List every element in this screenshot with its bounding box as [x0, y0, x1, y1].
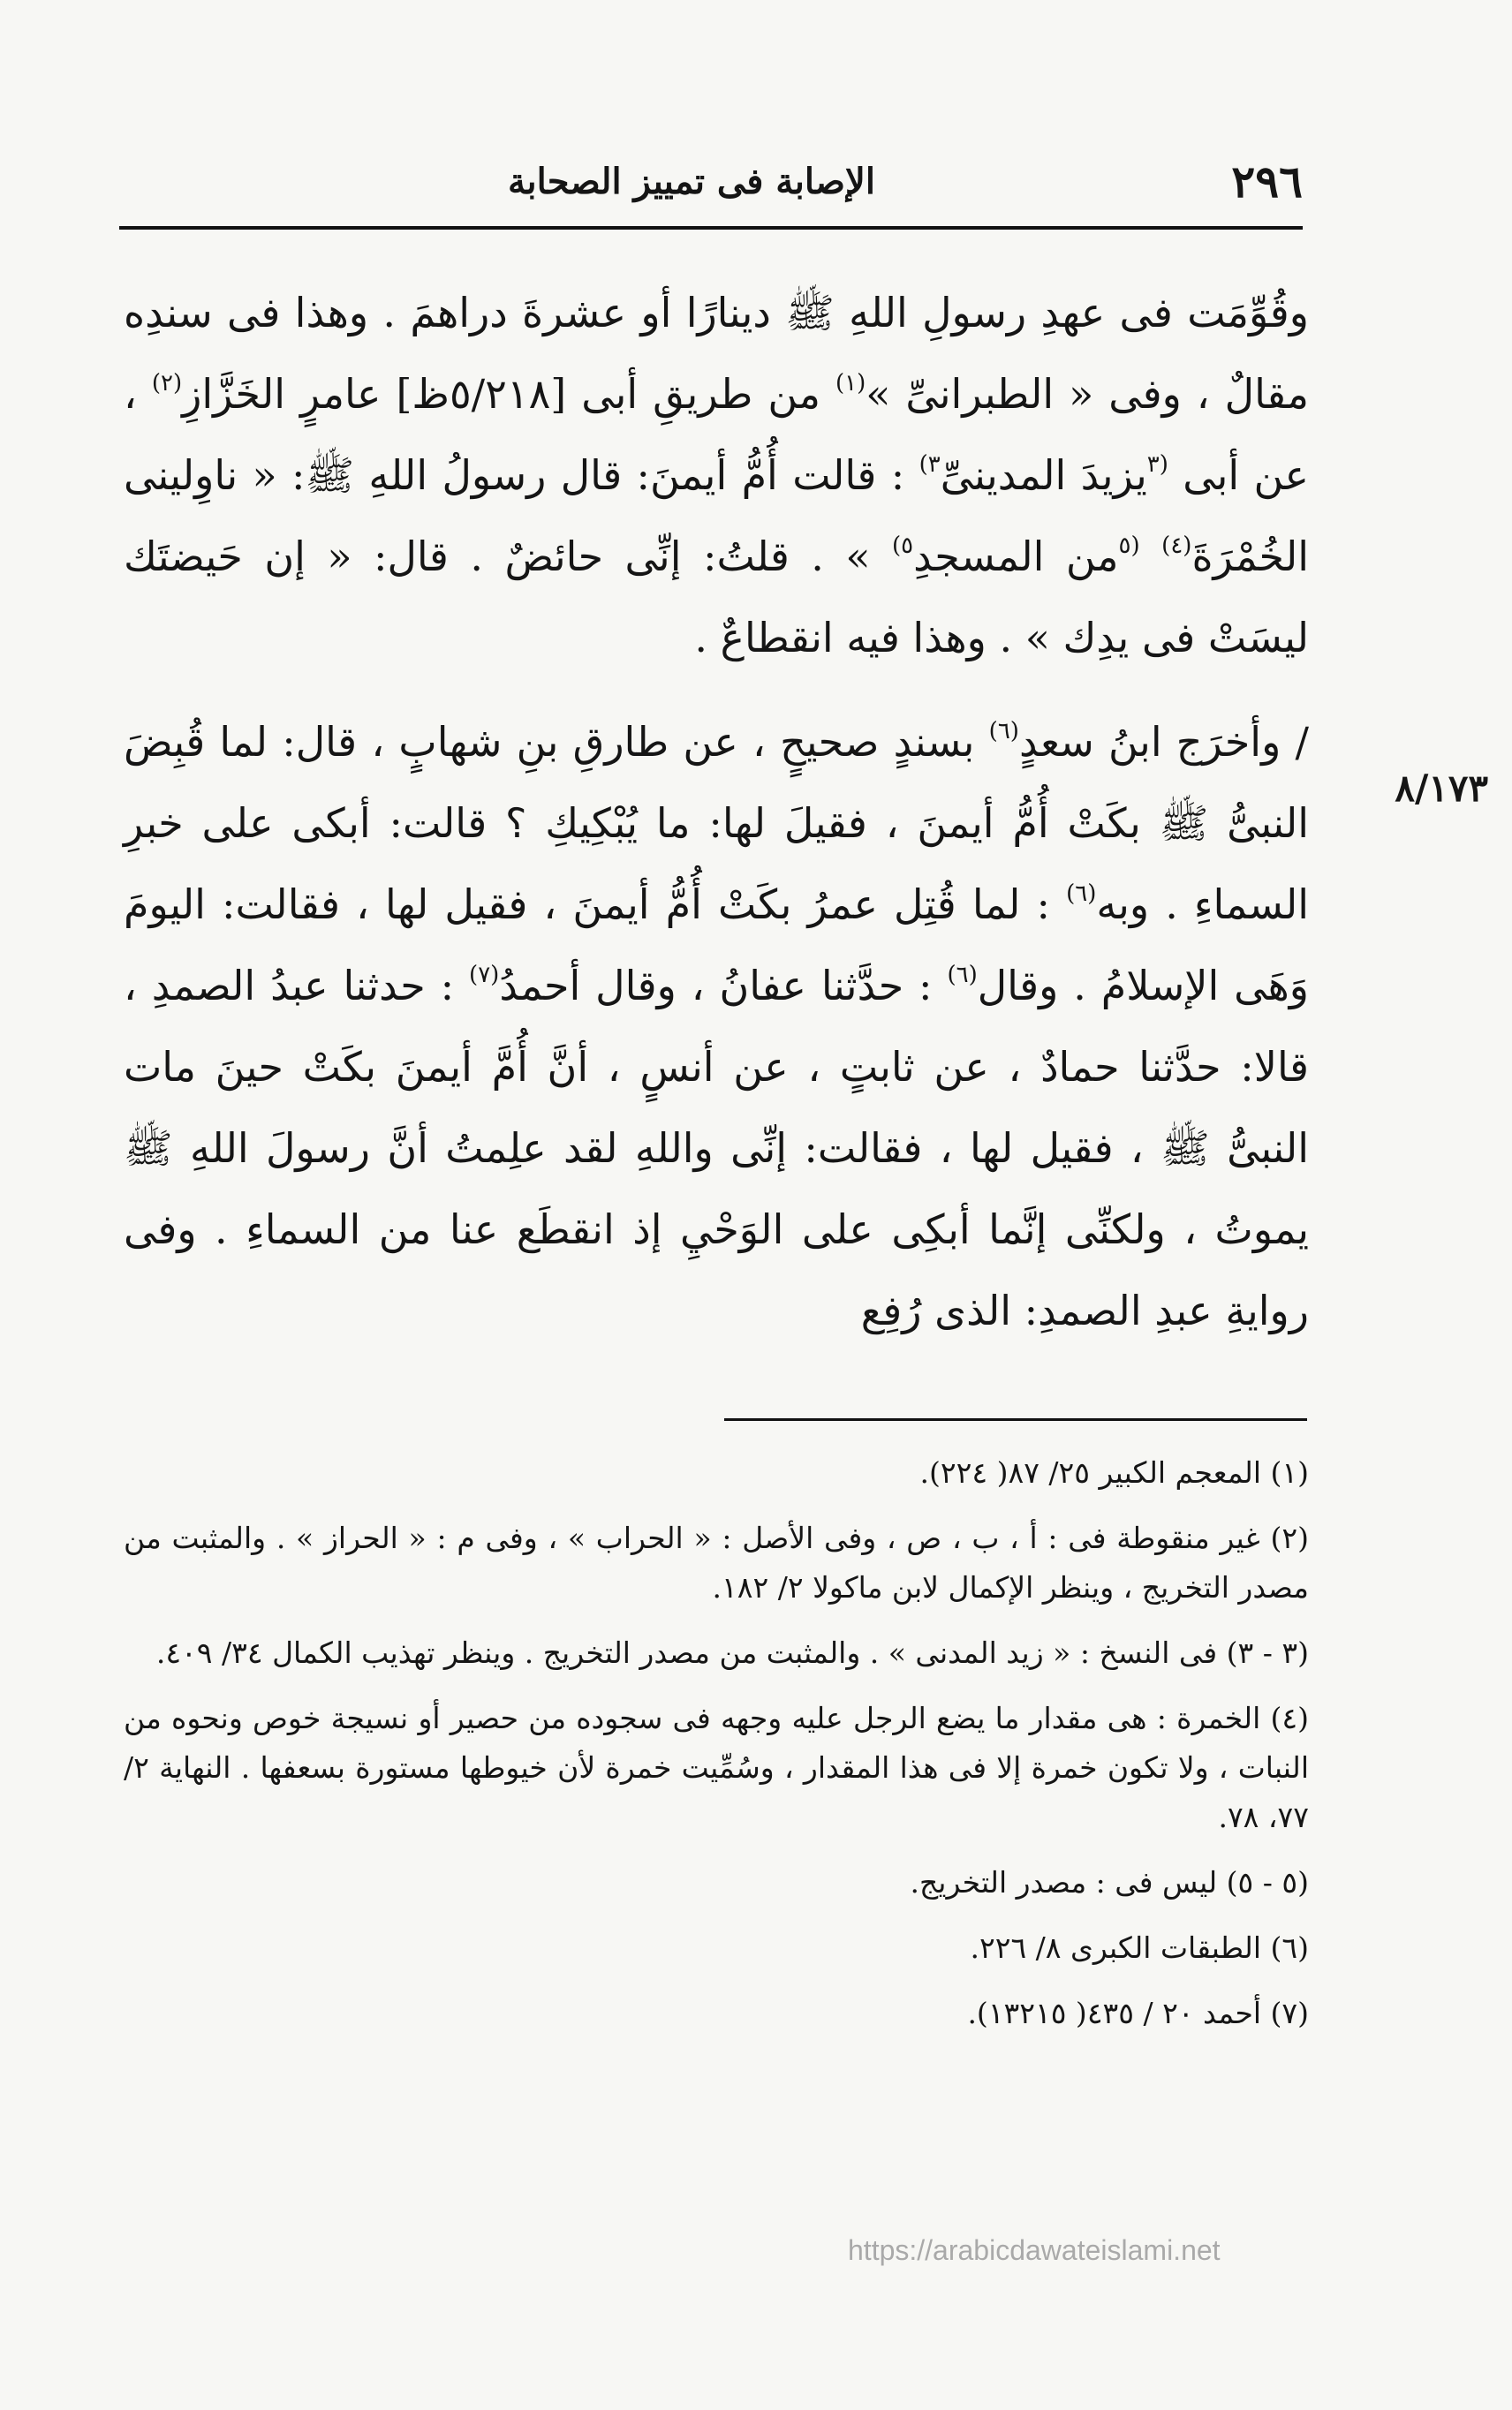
footnote-marker-7: (٧): [469, 962, 500, 988]
footnote-3: (٣ - ٣) فى النسخ : « زيد المدنى » . والمثبت من مصدر التخريج . وينظر تهذيب الكمال ٣٤/ ٤٠٩.: [155, 1636, 1309, 1670]
p1-text-c: ، عن أبى: [124, 370, 1309, 499]
footnote-7: (٧) أحمد ٢٠ / ٤٣٥( ١٣٢١٥).: [967, 1996, 1309, 2030]
footnote-1: (١) المعجم الكبير ٢٥/ ٨٧( ٢٢٤).: [919, 1455, 1309, 1490]
footnote-marker-6a: (٦): [988, 718, 1019, 744]
footnote-marker-6b: (٦): [1066, 880, 1097, 907]
footnote-6: (٦) الطبقات الكبرى ٨/ ٢٢٦.: [970, 1930, 1309, 1965]
footnote-4: (٤) الخمرة : هى مقدار ما يضع الرجل عليه وجهه فى سجوده من حصير أو نسيجة خوص ونحوه من النبات ، ولا تكون خمرة إلا فى هذا المقدار ، وسُمِّيت خمرة لأن خيوطها مستورة بسعفها . النهاية ٢/ ٧٧، ٧٨.: [124, 1701, 1309, 1834]
p1-text-h: » . قلتُ: إنِّى حائضٌ . قال: « إن حَيضتَك ليسَتْ فى يدِك » . وهذا فيه انقطاعٌ .: [124, 533, 1309, 661]
p1-text-b: من طريقِ أبى [٥/٢١٨ظ] عامرٍ الخَزَّازِ: [182, 370, 835, 418]
footnote-marker-3-open: (٣: [1146, 451, 1168, 478]
footnote-marker-1: (١): [835, 370, 866, 397]
page-number: ٢٩٦: [1231, 155, 1303, 208]
footnotes: [124, 1448, 1309, 2054]
footnote-marker-4: (٤): [1161, 533, 1192, 559]
p1-text-f: [1140, 533, 1161, 580]
footnote-marker-3-close: ٣): [919, 451, 941, 478]
header-rule: [119, 226, 1303, 230]
paragraph-2: [124, 701, 1309, 1351]
p2-text-a: / وأخرَج ابنُ سعدٍ: [1018, 718, 1309, 766]
p2-text-d: : حدَّثنا عفانُ ، وقال أحمدُ: [499, 962, 948, 1009]
paragraph-1: [124, 272, 1309, 678]
footnote-marker-2: (٢): [151, 370, 183, 397]
marginal-reference: ٨/١٧٣: [1395, 767, 1488, 810]
footnote-5: (٥ - ٥) ليس فى : مصدر التخريج.: [910, 1865, 1309, 1900]
p1-text-e: : قالت أُمُّ أيمنَ: قال رسولُ اللهِ ﷺ: « ناوِلينى الخُمْرَةَ: [124, 451, 1310, 580]
footnote-2: (٢) غير منقوطة فى : أ ، ب ، ص ، وفى الأصل : « الحراب » ، وفى م : « الحراز » . والمثبت من مصدر التخريج ، وينظر الإكمال لابن ماكولا ٢/ ١٨٢.: [124, 1521, 1309, 1605]
footnote-rule: [724, 1418, 1307, 1421]
main-text: [124, 272, 1309, 1351]
footnote-marker-6c: (٦): [947, 962, 978, 988]
p1-text-a: وقُوِّمَت فى عهدِ رسولِ اللهِ ﷺ دينارًا أو عشرةَ دراهمَ . وهذا فى سندِه مقالٌ ، وفى « الطبرانىِّ »: [124, 289, 1309, 418]
footnote-marker-5-close: ٥): [892, 533, 914, 559]
footnote-marker-5-open: (٥: [1118, 533, 1140, 559]
running-title: الإصابة فى تمييز الصحابة: [508, 160, 875, 202]
p1-text-d: يزيدَ المدينىِّ: [940, 451, 1147, 499]
p1-text-g: من المسجدِ: [913, 533, 1119, 580]
p2-text-c: : لما قُتِل عمرُ بكَتْ أُمُّ أيمنَ ، فقيل لها ، فقالت: اليومَ وَهَى الإسلامُ . وقال: [124, 880, 1309, 1009]
watermark-url: https://arabicdawateislami.net: [848, 2234, 1221, 2266]
running-header: [119, 150, 1303, 212]
p2-text-e: : حدثنا عبدُ الصمدِ ، قالا: حدَّثنا حمادٌ ، عن ثابتٍ ، عن أنسٍ ، أنَّ أُمَّ أيمنَ بكَتْ حينَ مات النبىُّ ﷺ ، فقيل لها ، فقالت: إنِّى واللهِ لقد علِمتُ أنَّ رسولَ اللهِ ﷺ يموتُ ، ولكنِّى إنَّما أبكِى على الوَحْيِ إذ انقطَع عنا من السماءِ . وفى روايةِ عبدِ الصمدِ: الذى رُفِع: [124, 962, 1309, 1334]
p2-text-b: بسندٍ صحيحٍ ، عن طارقِ بنِ شهابٍ ، قال: لما قُبِضَ النبىُّ ﷺ بكَتْ أُمُّ أيمنَ ، فقيلَ لها: ما يُبْكِيكِ ؟ قالت: أبكى على خبرِ السماءِ . وبه: [124, 718, 1309, 928]
